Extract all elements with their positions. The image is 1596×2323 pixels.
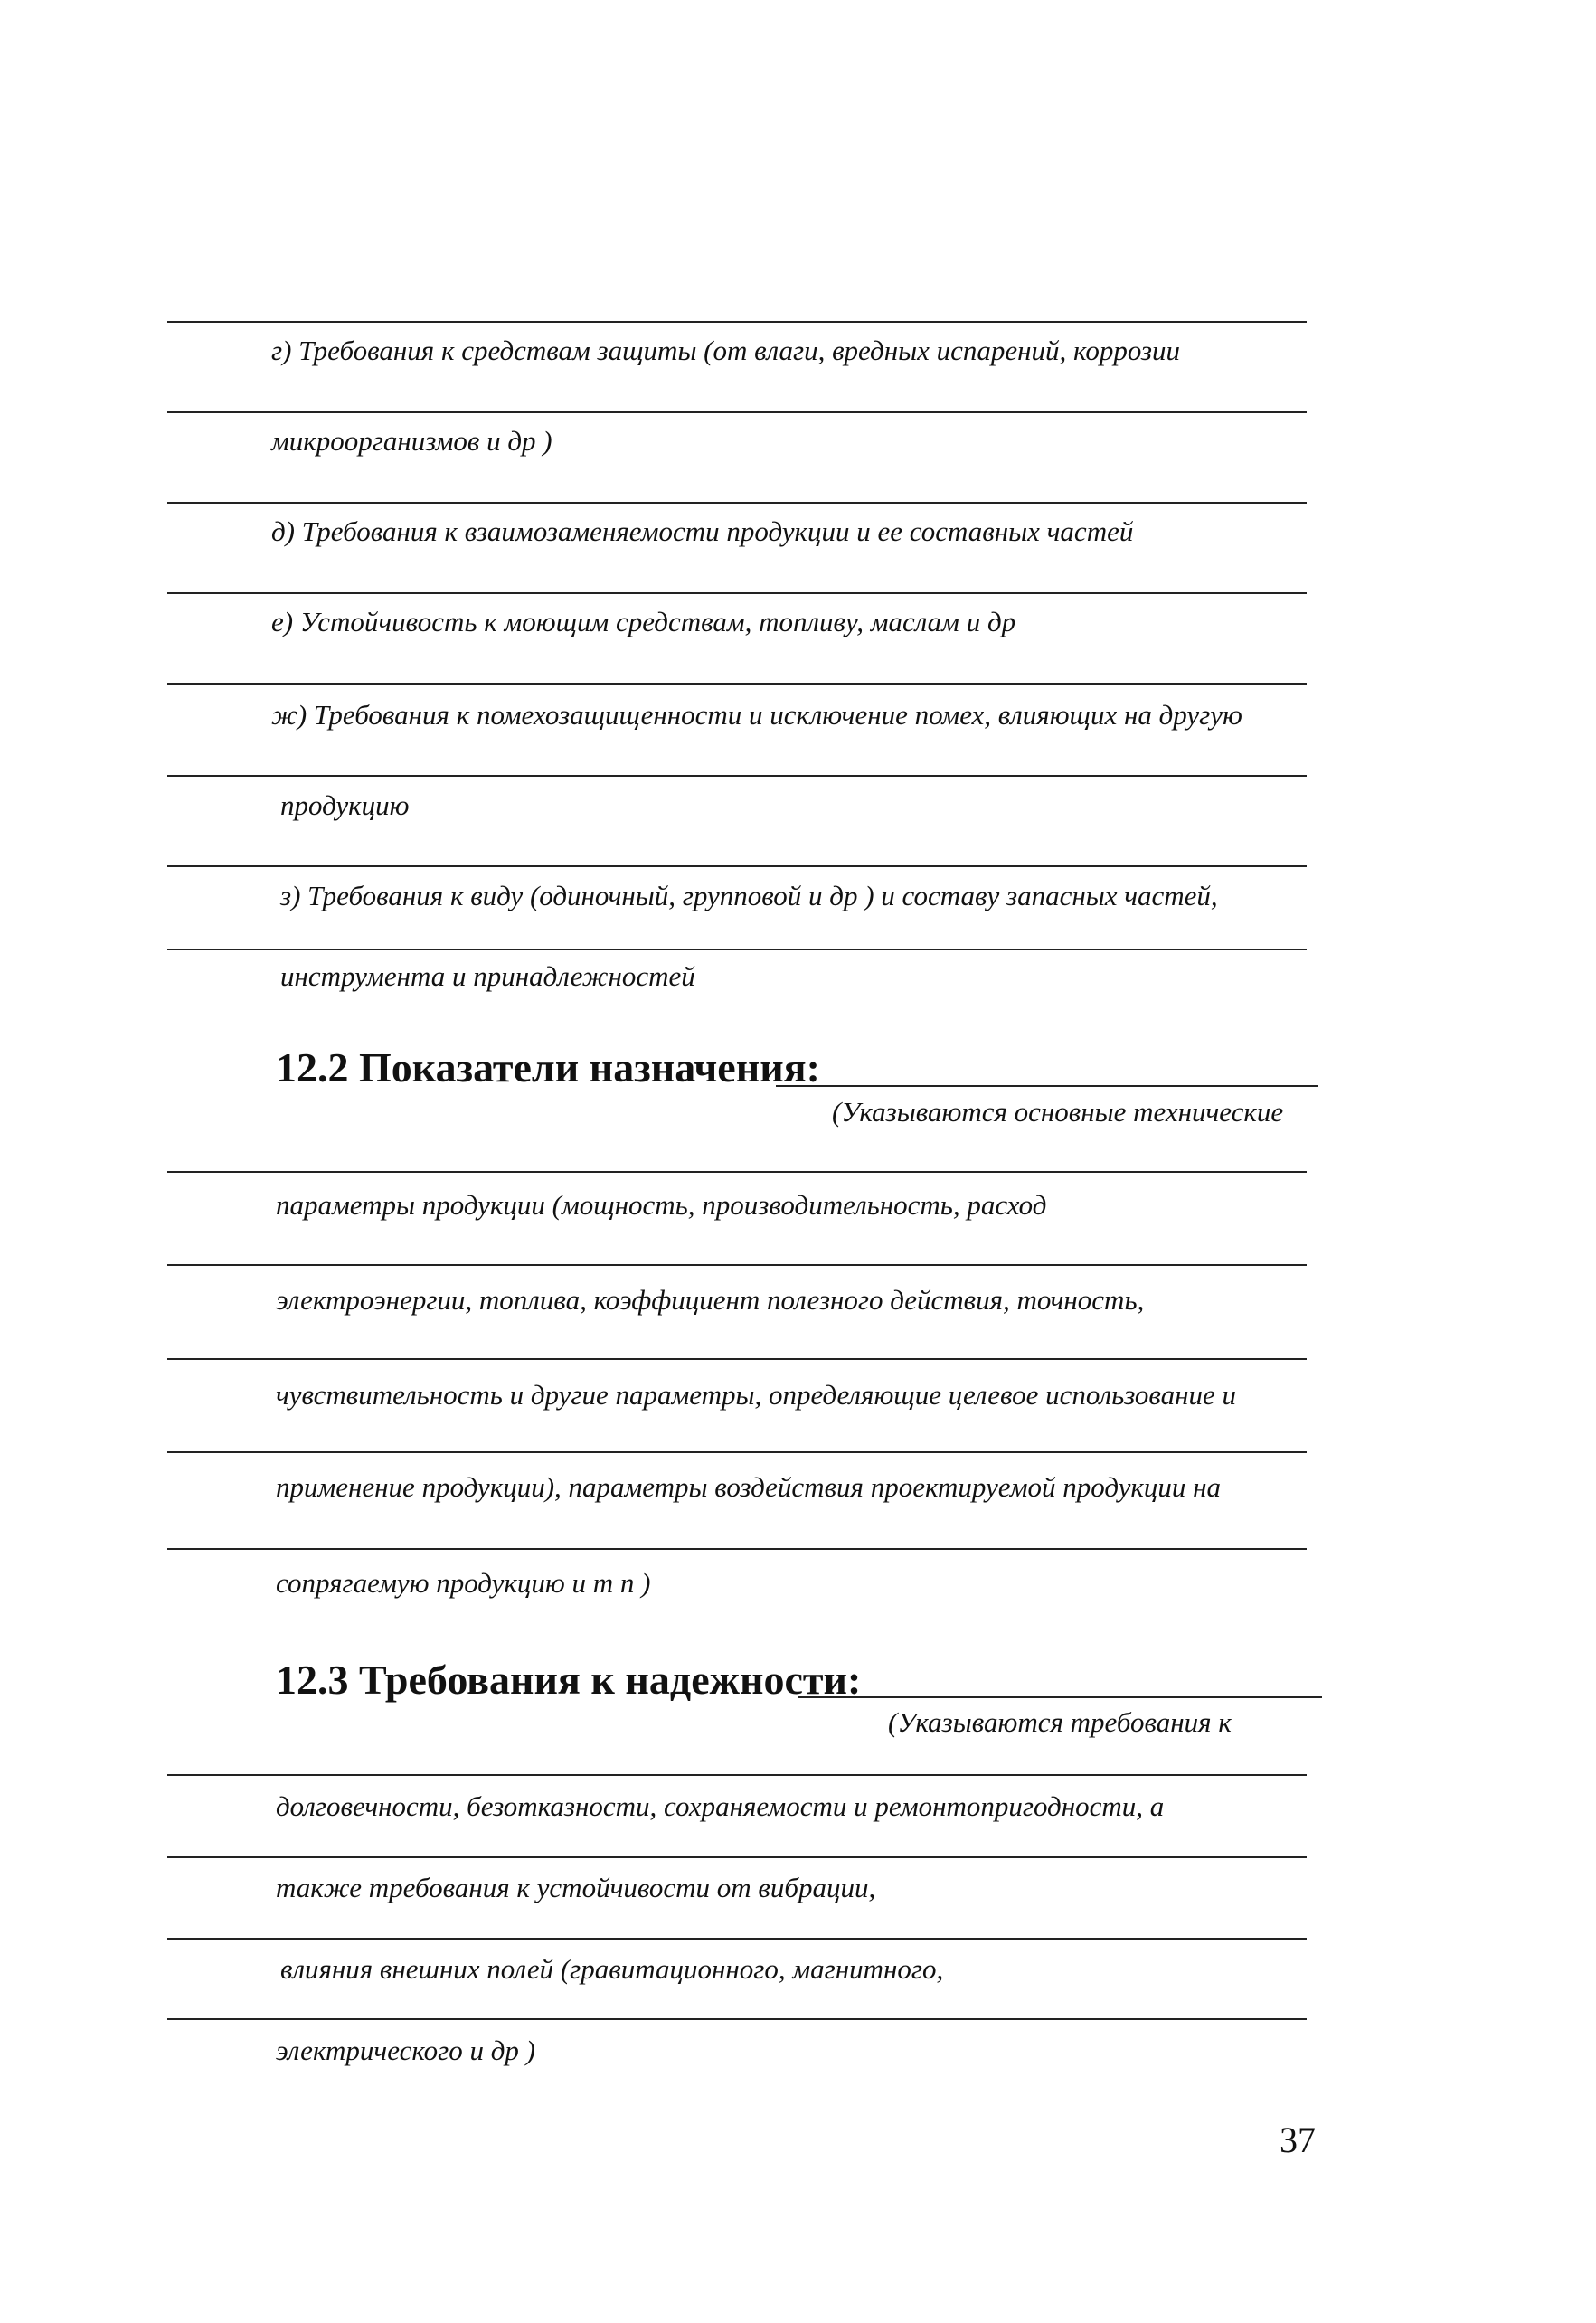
- rule-line: [167, 1774, 1307, 1776]
- item-zh-line-1: ж) Требования к помехозащищенности и исключение помех, влияющих на другую: [271, 699, 1242, 731]
- rule-line: [167, 411, 1307, 413]
- rule-line: [167, 1358, 1307, 1360]
- item-z-line-1: з) Требования к виду (одиночный, групповой и др ) и составу запасных частей,: [280, 880, 1218, 911]
- section-12-3-line-2: долговечности, безотказности, сохраняемости и ремонтопригодности, а: [276, 1790, 1165, 1822]
- item-e: е) Устойчивость к моющим средствам, топливу, маслам и др: [271, 606, 1016, 637]
- heading-fill-line: [798, 1696, 1322, 1698]
- section-12-2-line-1: (Указываются основные технические: [832, 1096, 1284, 1128]
- section-12-2-line-4: чувствительность и другие параметры, определяющие целевое использование и: [276, 1379, 1237, 1411]
- section-12-3-line-5: электрического и др ): [276, 2035, 535, 2066]
- rule-line: [167, 1171, 1307, 1173]
- rule-line: [167, 502, 1307, 504]
- rule-line: [167, 1264, 1307, 1266]
- rule-line: [167, 1451, 1307, 1453]
- section-12-3-line-3: также требования к устойчивости от вибрации,: [276, 1872, 876, 1903]
- section-12-2-heading: 12.2 Показатели назначения:: [276, 1044, 820, 1091]
- item-d: д) Требования к взаимозаменяемости продукции и ее составных частей: [271, 515, 1134, 547]
- section-12-2-line-6: сопрягаемую продукцию и т п ): [276, 1567, 651, 1599]
- rule-line: [167, 1938, 1307, 1940]
- section-12-2-line-3: электроэнергии, топлива, коэффициент полезного действия, точность,: [276, 1284, 1145, 1316]
- item-z-line-2: инструмента и принадлежностей: [280, 960, 695, 992]
- rule-line: [167, 592, 1307, 594]
- item-zh-line-2: продукцию: [280, 789, 410, 821]
- item-g-line-2: микроорганизмов и др ): [271, 425, 552, 457]
- rule-line: [167, 775, 1307, 777]
- rule-line: [167, 1856, 1307, 1858]
- section-12-2-line-2: параметры продукции (мощность, производительность, расход: [276, 1189, 1047, 1221]
- rule-line: [167, 949, 1307, 950]
- section-12-3-line-4: влияния внешних полей (гравитационного, магнитного,: [280, 1953, 944, 1985]
- rule-line: [167, 1548, 1307, 1550]
- section-12-2-line-5: применение продукции), параметры воздействия проектируемой продукции на: [276, 1471, 1222, 1503]
- rule-line: [167, 683, 1307, 685]
- section-12-3-heading: 12.3 Требования к надежности:: [276, 1657, 862, 1703]
- rule-line: [167, 321, 1307, 323]
- item-g-line-1: г) Требования к средствам защиты (от влаги, вредных испарений, коррозии: [271, 335, 1181, 366]
- heading-fill-line: [776, 1085, 1318, 1087]
- rule-line: [167, 865, 1307, 867]
- page-number: 37: [1280, 2120, 1316, 2160]
- rule-line: [167, 2018, 1307, 2020]
- section-12-3-line-1: (Указываются требования к: [888, 1706, 1232, 1738]
